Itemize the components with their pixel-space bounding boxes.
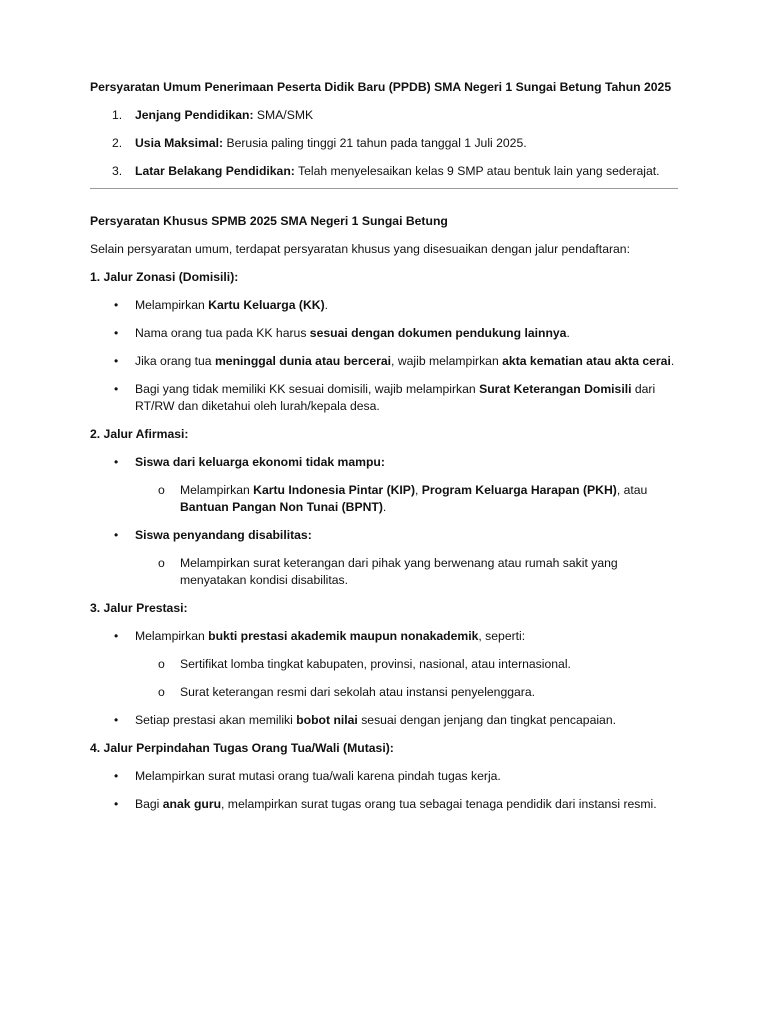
bullet-icon: • [114, 354, 119, 368]
list-item: o Sertifikat lomba tingkat kabupaten, provinsi, nasional, atau internasional. [158, 657, 571, 671]
list-item: • Nama orang tua pada KK harus sesuai dengan dokumen pendukung lainnya. [114, 326, 570, 340]
list-item: • Melampirkan Kartu Keluarga (KK). [114, 298, 329, 312]
prestasi-heading: 3. Jalur Prestasi: [90, 601, 188, 615]
item-text: Berusia paling tinggi 21 tahun pada tanggal 1 Juli 2025. [223, 136, 527, 150]
list-item: • Bagi anak guru, melampirkan surat tugas orang tua sebagai tenaga pendidik dari instansi resmi. [114, 797, 657, 811]
list-item: 1. Jenjang Pendidikan: SMA/SMK [112, 108, 314, 122]
afirmasi-sublist-2 [90, 555, 680, 589]
list-item: • Siswa dari keluarga ekonomi tidak mampu: [114, 455, 385, 469]
item-text: SMA/SMK [253, 108, 314, 122]
section-divider [90, 188, 678, 189]
afirmasi-list [90, 454, 680, 471]
bullet-icon: • [114, 797, 119, 811]
list-item: • Siswa penyandang disabilitas: [114, 528, 312, 542]
prestasi-sublist [90, 656, 680, 701]
sub-bullet-icon: o [158, 556, 165, 570]
list-item: • Bagi yang tidak memiliki KK sesuai domisili, wajib melampirkan Surat Keterangan Domisili dari RT/RW dan diketahui oleh lurah/kepala desa. [114, 382, 656, 413]
afirmasi-heading: 2. Jalur Afirmasi: [90, 427, 189, 441]
mutasi-heading: 4. Jalur Perpindahan Tugas Orang Tua/Wali (Mutasi): [90, 741, 394, 755]
bullet-icon: • [114, 455, 119, 469]
bullet-icon: • [114, 326, 119, 340]
list-item: • Jika orang tua meninggal dunia atau bercerai, wajib melampirkan akta kematian atau akta cerai. [114, 354, 675, 368]
general-requirements-list [90, 107, 680, 180]
document-body [90, 79, 680, 813]
list-item: • Melampirkan bukti prestasi akademik maupun nonakademik, seperti: [114, 629, 526, 643]
list-item: o Melampirkan surat keterangan dari pihak yang berwenang atau rumah sakit yang menyatakan kondisi disabilitas. [158, 556, 618, 587]
bullet-icon: • [114, 298, 119, 312]
sub-bullet-icon: o [158, 657, 165, 671]
bullet-icon: • [114, 713, 119, 727]
item-label: Latar Belakang Pendidikan: [135, 164, 295, 178]
afirmasi-list-2 [90, 527, 680, 544]
bullet-icon: • [114, 629, 119, 643]
mutasi-list [90, 768, 680, 813]
bullet-icon: • [114, 382, 119, 396]
afirmasi-sublist-1 [90, 482, 680, 516]
item-text: Telah menyelesaikan kelas 9 SMP atau bentuk lain yang sederajat. [294, 164, 660, 178]
sub-bullet-icon: o [158, 483, 165, 497]
bullet-icon: • [114, 769, 119, 783]
zonasi-list [90, 297, 680, 415]
item-label: Jenjang Pendidikan: [135, 108, 254, 122]
list-item: o Surat keterangan resmi dari sekolah atau instansi penyelenggara. [158, 685, 536, 699]
list-item: o Melampirkan Kartu Indonesia Pintar (KIP), Program Keluarga Harapan (PKH), atau Bantuan Pangan Non Tunai (BPNT). [158, 483, 648, 514]
special-intro: Selain persyaratan umum, terdapat persyaratan khusus yang disesuaikan dengan jalur pendaftaran: [90, 242, 630, 256]
list-item: 2. Usia Maksimal: Berusia paling tinggi 21 tahun pada tanggal 1 Juli 2025. [112, 136, 527, 150]
prestasi-list [90, 628, 680, 645]
general-requirements-title: Persyaratan Umum Penerimaan Peserta Didik Baru (PPDB) SMA Negeri 1 Sungai Betung Tahun 2025 [90, 80, 672, 94]
zonasi-heading: 1. Jalur Zonasi (Domisili): [90, 270, 239, 284]
list-item: • Setiap prestasi akan memiliki bobot nilai sesuai dengan jenjang dan tingkat pencapaian. [114, 713, 617, 727]
sub-bullet-icon: o [158, 685, 165, 699]
list-item: • Melampirkan surat mutasi orang tua/wali karena pindah tugas kerja. [114, 769, 501, 783]
prestasi-list-2 [90, 712, 680, 729]
list-item: 3. Latar Belakang Pendidikan: Telah menyelesaikan kelas 9 SMP atau bentuk lain yang sederajat. [112, 164, 660, 178]
special-requirements-title: Persyaratan Khusus SPMB 2025 SMA Negeri 1 Sungai Betung [90, 214, 448, 228]
item-label: Usia Maksimal: [135, 136, 224, 150]
bullet-icon: • [114, 528, 119, 542]
